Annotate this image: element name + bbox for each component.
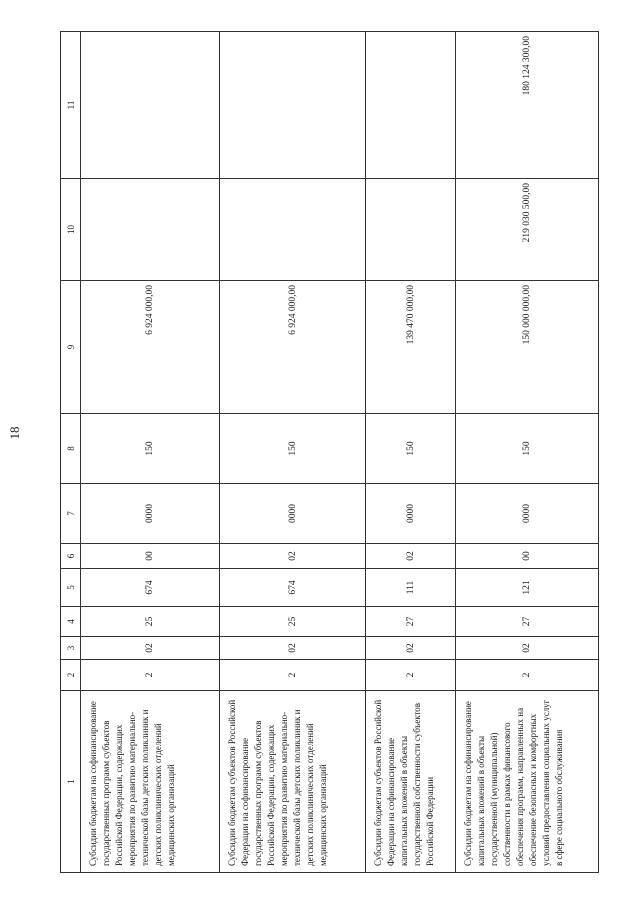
- table-container: [60, 32, 599, 873]
- amount-cell: [81, 179, 220, 281]
- col-header: 10: [61, 179, 81, 281]
- cell: 02: [366, 637, 456, 660]
- cell: 121: [456, 569, 599, 607]
- cell: 150: [81, 414, 220, 484]
- amount-cell: 180 124 300,00: [456, 32, 599, 179]
- table-row: [81, 32, 220, 873]
- cell: 02: [81, 637, 220, 660]
- cell: 150: [366, 414, 456, 484]
- cell: 00: [456, 544, 599, 569]
- cell: 0000: [81, 484, 220, 544]
- cell: 02: [366, 544, 456, 569]
- table-row: [456, 32, 599, 873]
- cell: 27: [456, 607, 599, 637]
- amount-cell: [366, 179, 456, 281]
- cell: 150: [456, 414, 599, 484]
- col-header: 3: [61, 637, 81, 660]
- col-header: 11: [61, 32, 81, 179]
- cell: 111: [366, 569, 456, 607]
- cell: 2: [220, 660, 366, 691]
- amount-cell: 139 470 000,00: [366, 281, 456, 414]
- rotated-page: [60, 32, 599, 873]
- col-header: 1: [61, 691, 81, 873]
- table-row: [220, 32, 366, 873]
- cell: 02: [220, 544, 366, 569]
- amount-cell: 6 924 000,00: [81, 281, 220, 414]
- budget-table: [60, 31, 599, 873]
- cell: 0000: [456, 484, 599, 544]
- cell: 02: [220, 637, 366, 660]
- row-description: Субсидии бюджетам субъектов Российской Федерации на софинансирование капитальных вложений в объекты государственной собственности субъектов Российской Федерации: [366, 691, 456, 873]
- row-description: Субсидии бюджетам субъектов Российской Федерации на софинансирование государственных программ субъектов Российской Федерации, содержащих мероприятия по развитию материально-технической базы детских поликлиник и детских поликлинических отделений медицинских организаций: [220, 691, 366, 873]
- amount-cell: 219 030 500,00: [456, 179, 599, 281]
- page-number: 18: [7, 426, 22, 440]
- cell: 2: [81, 660, 220, 691]
- cell: 27: [366, 607, 456, 637]
- header-row: [61, 32, 81, 873]
- row-description: Субсидии бюджетам на софинансирование государственных программ субъектов Российской Федерации, содержащих мероприятия по развитию материально-технической базы детских поликлиник и детских поликлинических отделений медицинских организаций: [81, 691, 220, 873]
- amount-cell: [366, 32, 456, 179]
- cell: 25: [81, 607, 220, 637]
- cell: 0000: [366, 484, 456, 544]
- col-header: 4: [61, 607, 81, 637]
- cell: 150: [220, 414, 366, 484]
- amount-cell: [220, 179, 366, 281]
- cell: 2: [456, 660, 599, 691]
- amount-cell: 150 000 000,00: [456, 281, 599, 414]
- cell: 2: [366, 660, 456, 691]
- cell: 02: [456, 637, 599, 660]
- cell: 00: [81, 544, 220, 569]
- cell: 0000: [220, 484, 366, 544]
- amount-cell: 6 924 000,00: [220, 281, 366, 414]
- col-header: 7: [61, 484, 81, 544]
- row-description: Субсидии бюджетам на софинансирование капитальных вложений в объекты государственной (муниципальной) собственности в рамках финансового обеспечения программ, направленных на обеспечение безопасных и комфортных условий предоставления социальных услуг в сфере социального обслуживания: [456, 691, 599, 873]
- col-header: 8: [61, 414, 81, 484]
- table-row: [366, 32, 456, 873]
- cell: 674: [220, 569, 366, 607]
- col-header: 2: [61, 660, 81, 691]
- amount-cell: [81, 32, 220, 179]
- col-header: 6: [61, 544, 81, 569]
- col-header: 5: [61, 569, 81, 607]
- col-header: 9: [61, 281, 81, 414]
- amount-cell: [220, 32, 366, 179]
- cell: 25: [220, 607, 366, 637]
- cell: 674: [81, 569, 220, 607]
